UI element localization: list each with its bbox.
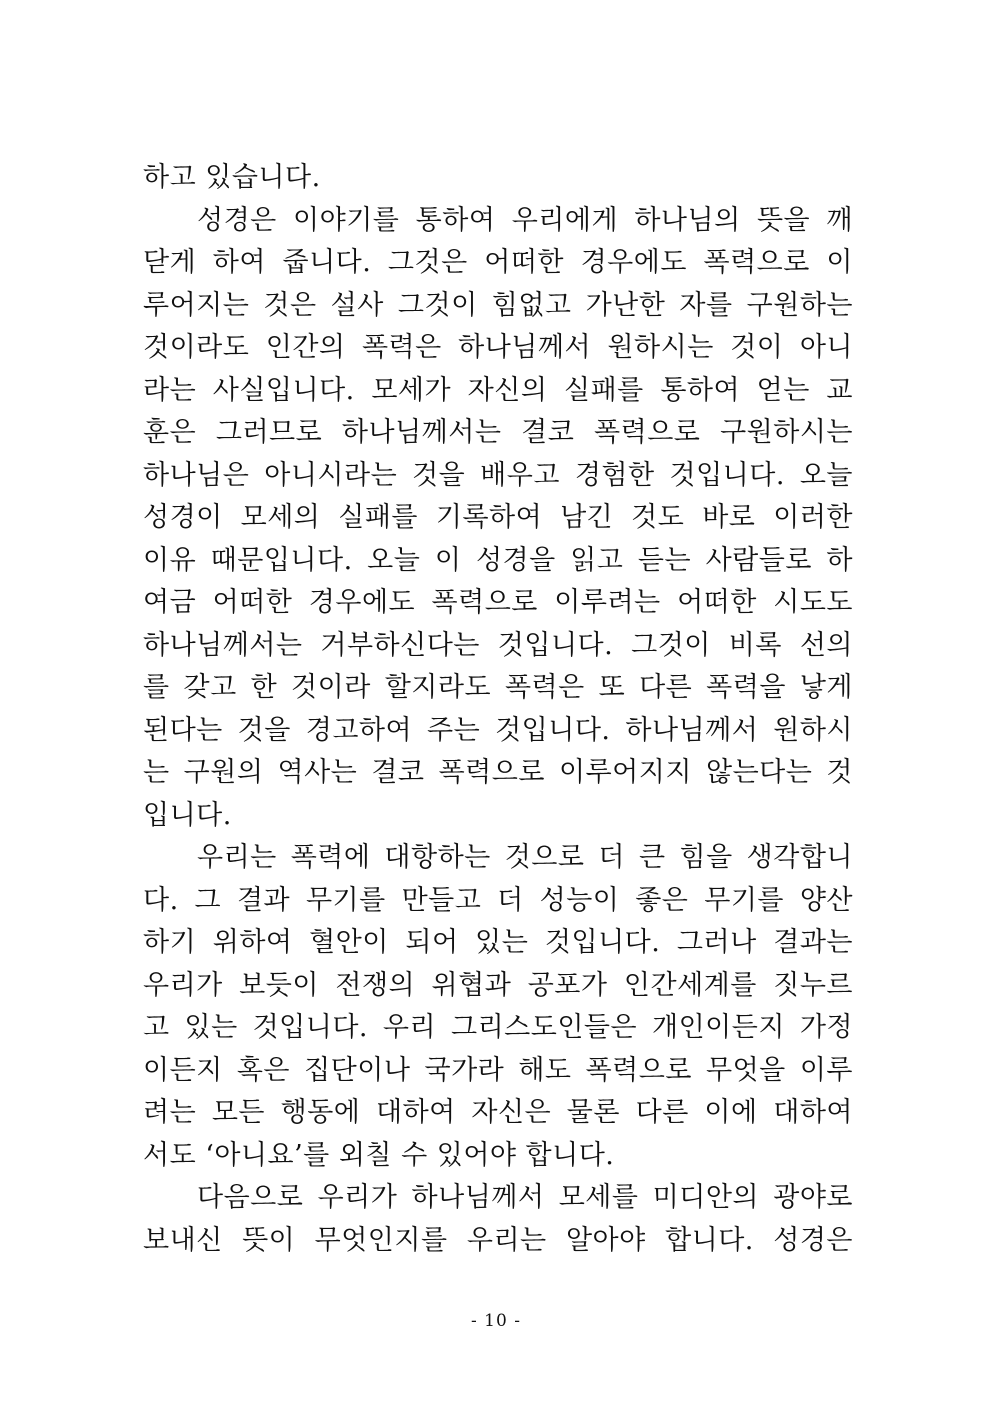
text-line: 여금 어떠한 경우에도 폭력으로 이루려는 어떠한 시도도 <box>143 587 853 618</box>
text-line: 우리는 폭력에 대항하는 것으로 더 큰 힘을 생각합니 <box>197 842 853 873</box>
text-line: 성경이 모세의 실패를 기록하여 남긴 것도 바로 이러한 <box>143 502 853 533</box>
text-line: 입니다. <box>143 799 232 831</box>
text-line: 성경은 이야기를 통하여 우리에게 하나님의 뜻을 깨 <box>197 204 853 236</box>
text-line: 보내신 뜻이 무엇인지를 우리는 알아야 합니다. 성경은 <box>143 1224 853 1256</box>
text-line: 훈은 그러므로 하나님께서는 결코 폭력으로 구원하시는 <box>143 417 853 448</box>
text-line: 하나님께서는 거부하신다는 것입니다. 그것이 비록 선의 <box>143 629 853 661</box>
text-line: 이유 때문입니다. 오늘 이 성경을 읽고 듣는 사람들로 하 <box>143 544 853 576</box>
page-number: - 10 - <box>471 1311 521 1331</box>
text-line: 닫게 하여 줍니다. 그것은 어떠한 경우에도 폭력으로 이 <box>143 247 853 278</box>
text-line: 이든지 혹은 집단이나 국가라 해도 폭력으로 무엇을 이루 <box>143 1054 853 1086</box>
text-line: 를 갖고 한 것이라 할지라도 폭력은 또 다른 폭력을 낳게 <box>143 672 853 703</box>
body-text <box>143 157 853 1262</box>
text-line: 다음으로 우리가 하나님께서 모세를 미디안의 광야로 <box>197 1182 853 1213</box>
text-line: 고 있는 것입니다. 우리 그리스도인들은 개인이든지 가정 <box>143 1012 853 1043</box>
text-line: 하나님은 아니시라는 것을 배우고 경험한 것입니다. 오늘 <box>143 459 853 491</box>
text-line: 된다는 것을 경고하여 주는 것입니다. 하나님께서 원하시 <box>143 714 853 746</box>
text-line: 하고 있습니다. <box>143 162 321 193</box>
text-line: 우리가 보듯이 전쟁의 위협과 공포가 인간세계를 짓누르 <box>143 969 853 1001</box>
text-line: 것이라도 인간의 폭력은 하나님께서 원하시는 것이 아니 <box>143 332 853 363</box>
text-line: 서도 ‘아니요’를 외칠 수 있어야 합니다. <box>143 1139 615 1171</box>
text-line: 려는 모든 행동에 대하여 자신은 물론 다른 이에 대하여 <box>143 1097 853 1128</box>
text-line: 는 구원의 역사는 결코 폭력으로 이루어지지 않는다는 것 <box>143 757 853 788</box>
text-line: 다. 그 결과 무기를 만들고 더 성능이 좋은 무기를 양산 <box>143 884 853 916</box>
text-line: 루어지는 것은 설사 그것이 힘없고 가난한 자를 구원하는 <box>143 289 853 321</box>
text-line: 라는 사실입니다. 모세가 자신의 실패를 통하여 얻는 교 <box>143 374 853 406</box>
text-line: 하기 위하여 혈안이 되어 있는 것입니다. 그러나 결과는 <box>143 927 853 958</box>
